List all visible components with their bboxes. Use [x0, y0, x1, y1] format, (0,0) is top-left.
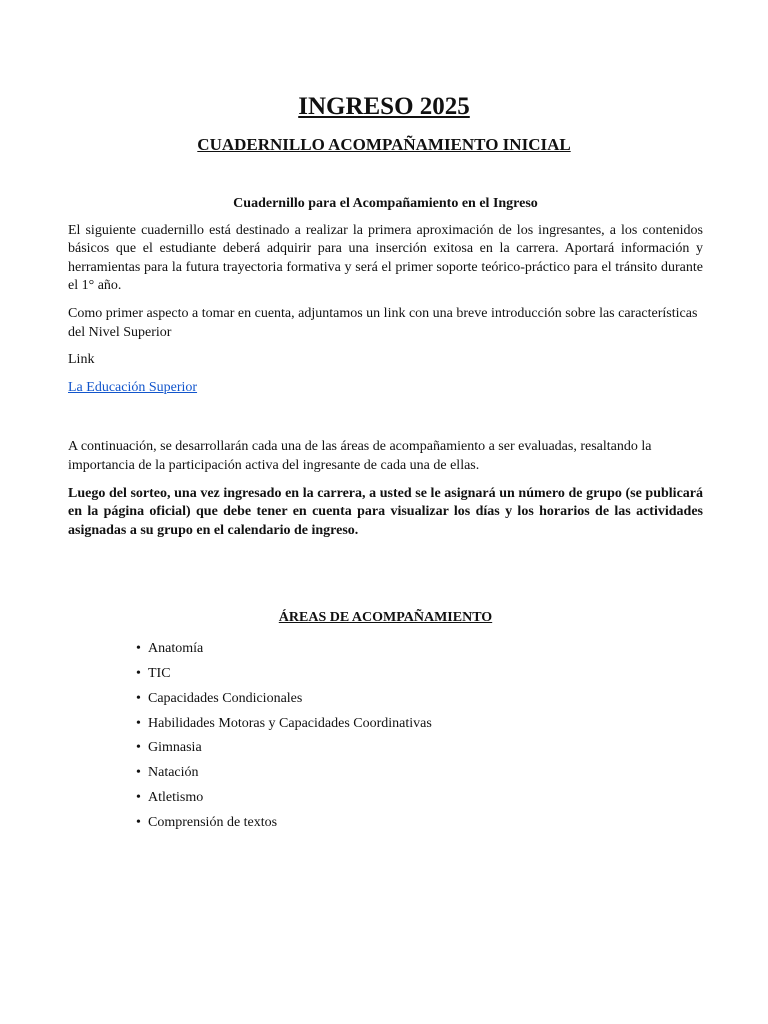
document-body — [68, 195, 703, 839]
bullet-icon: • — [136, 790, 141, 806]
bullet-icon: • — [136, 715, 141, 731]
area-label: Capacidades Condicionales — [148, 690, 303, 706]
area-label: Anatomía — [148, 640, 204, 656]
list-item — [136, 789, 703, 814]
list-item — [136, 665, 703, 690]
educacion-superior-link[interactable]: La Educación Superior — [68, 379, 198, 395]
area-label: Comprensión de textos — [148, 815, 278, 831]
area-label: Habilidades Motoras y Capacidades Coordinativas — [148, 715, 432, 731]
area-label: Natación — [148, 765, 199, 781]
bullet-icon: • — [136, 765, 141, 781]
group-assignment-paragraph: Luego del sorteo, una vez ingresado en la carrera, a usted se le asignará un número de grupo (se publicará en la página oficial) que debe tener en cuenta para visualizar los días y los horarios de las actividades asignadas a su grupo en el calendario de ingreso. — [68, 485, 703, 538]
intro-paragraph: El siguiente cuadernillo está destinado a realizar la primera aproximación de los ingresantes, a los contenidos básicos que el estudiante deberá adquirir para una inserción exitosa en la carrera. Aportará información y herramientas para la futura trayectoria formativa y será el primer soporte teórico-práctico para el tránsito durante el 1° año. — [68, 222, 703, 294]
spacer — [68, 549, 703, 609]
page-title: INGRESO 2025 — [298, 93, 470, 120]
list-item — [136, 690, 703, 715]
areas-heading: ÁREAS DE ACOMPAÑAMIENTO — [278, 610, 493, 626]
bullet-icon: • — [136, 815, 141, 831]
continuation-paragraph: A continuación, se desarrollarán cada una de las áreas de acompañamiento a ser evaluadas, resaltando la importancia de la participación activa del ingresante de cada una de ellas. — [68, 439, 652, 473]
area-label: Gimnasia — [148, 740, 202, 756]
list-item — [136, 764, 703, 789]
link-label: Link — [68, 352, 95, 368]
areas-list — [68, 640, 703, 839]
bullet-icon: • — [136, 665, 141, 681]
area-label: Atletismo — [148, 790, 204, 806]
bullet-icon: • — [136, 740, 141, 756]
spacer — [68, 406, 703, 438]
page-subtitle: CUADERNILLO ACOMPAÑAMIENTO INICIAL — [197, 135, 571, 154]
link-intro-paragraph: Como primer aspecto a tomar en cuenta, adjuntamos un link con una breve introducción sobre las características del Nivel Superior — [68, 305, 698, 340]
bullet-icon: • — [136, 640, 141, 656]
list-item — [136, 739, 703, 764]
link-paragraph — [68, 379, 703, 398]
area-label: TIC — [148, 665, 171, 681]
section-heading: Cuadernillo para el Acompañamiento en el Ingreso — [233, 196, 538, 211]
list-item — [136, 814, 703, 839]
bullet-icon: • — [136, 690, 141, 706]
list-item — [136, 715, 703, 740]
list-item — [136, 640, 703, 665]
